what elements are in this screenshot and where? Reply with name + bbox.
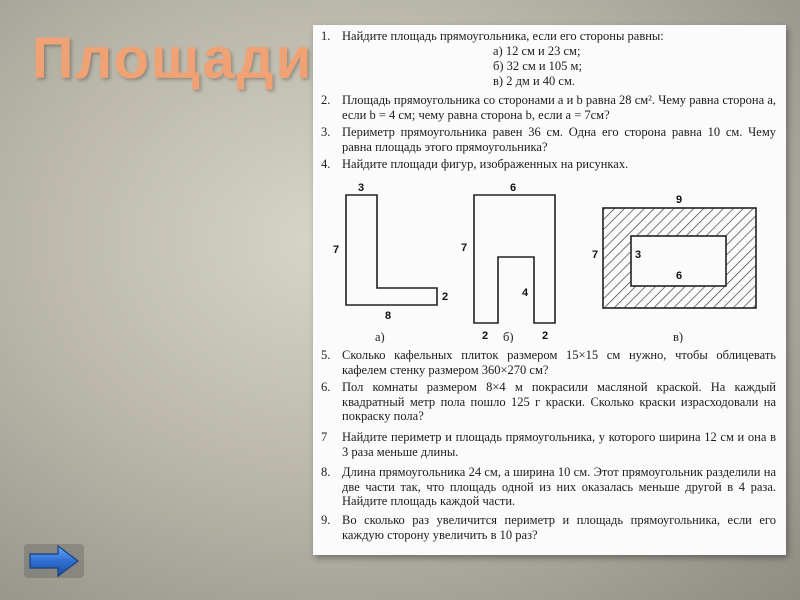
- task-8: [321, 465, 776, 509]
- task-text: Найдите периметр и площадь прямоугольника, у которого ширина 12 см и она в 3 раза меньше длины.: [342, 430, 776, 459]
- task-1: [321, 29, 776, 44]
- task-number: 6.: [321, 380, 331, 394]
- task-number: 7: [321, 430, 328, 444]
- task-1-option-b: б) 32 см и 105 м;: [493, 59, 582, 73]
- figures: [313, 173, 786, 343]
- task-text: Длина прямоугольника 24 см, а ширина 10 см. Этот прямоугольник разделили на две части так, что площадь одной из них оказалась меньше другой в 4 раза. Найдите площадь каждой части.: [342, 465, 776, 508]
- task-number: 1.: [321, 29, 331, 43]
- figure-c-label-top: 9: [676, 194, 683, 206]
- slide-title: Площади: [31, 26, 314, 91]
- figure-b-label-bottom-right: 2: [542, 330, 549, 342]
- figure-a-label-top: 3: [358, 182, 365, 194]
- task-6: [321, 380, 776, 424]
- figure-a-label-bottom: 8: [385, 310, 392, 322]
- right-arrow-icon: [22, 540, 86, 582]
- task-text: Периметр прямоугольника равен 36 см. Одна его сторона равна 10 см. Чему равна площадь этого прямоугольника?: [342, 125, 776, 154]
- task-text: Найдите площади фигур, изображенных на рисунках.: [342, 157, 629, 171]
- task-number: 2.: [321, 93, 331, 107]
- figure-b: [461, 182, 555, 343]
- figure-b-label-top: 6: [510, 182, 517, 194]
- worksheet: [313, 25, 786, 555]
- task-number: 3.: [321, 125, 331, 139]
- figure-c-caption: в): [673, 330, 684, 343]
- task-number: 4.: [321, 157, 331, 171]
- figure-b-caption: б): [503, 330, 514, 343]
- figure-a-label-left: 7: [333, 244, 340, 256]
- task-text: Площадь прямоугольника со сторонами a и b равна 28 см². Чему равна сторона a, если b = 4 см; чему равна сторона b, если a = 7см?: [342, 93, 776, 122]
- task-text: Найдите площадь прямоугольника, если его стороны равны:: [342, 29, 664, 43]
- task-2: [321, 93, 776, 122]
- figure-c-label-left: 7: [592, 249, 599, 261]
- figure-b-label-left: 7: [461, 242, 468, 254]
- figure-a-label-right: 2: [442, 291, 449, 303]
- task-4: [321, 157, 776, 172]
- task-5: [321, 348, 776, 377]
- next-slide-button[interactable]: [22, 540, 86, 582]
- task-9: [321, 513, 776, 542]
- task-number: 5.: [321, 348, 331, 362]
- task-3: [321, 125, 776, 154]
- figure-b-label-bottom-left: 2: [482, 330, 489, 342]
- figure-a-caption: а): [375, 330, 385, 343]
- task-1-option-a: а) 12 см и 23 см;: [493, 44, 581, 58]
- figure-a-shape: [346, 195, 437, 305]
- figure-b-label-inner: 4: [522, 287, 529, 299]
- task-7: [321, 430, 776, 459]
- task-text: Пол комнаты размером 8×4 м покрасили масляной краской. На каждый квадратный метр пола пошло 125 г краски. Сколько краски израсходовали на покраску пола?: [342, 380, 776, 423]
- figure-c-label-inner-bottom: 6: [676, 270, 683, 282]
- task-number: 8.: [321, 465, 331, 479]
- figure-c: [592, 194, 756, 343]
- task-text: Во сколько раз увеличится периметр и площадь прямоугольника, если его каждую сторону увеличить в 10 раз?: [342, 513, 776, 542]
- figure-c-label-inner-left: 3: [635, 249, 642, 261]
- figure-a: [333, 182, 448, 343]
- task-number: 9.: [321, 513, 331, 527]
- task-1-option-c: в) 2 дм и 40 см.: [493, 74, 575, 88]
- figure-b-shape: [474, 195, 555, 323]
- task-text: Сколько кафельных плиток размером 15×15 см нужно, чтобы облицевать кафелем стенку размером 360×270 см?: [342, 348, 776, 377]
